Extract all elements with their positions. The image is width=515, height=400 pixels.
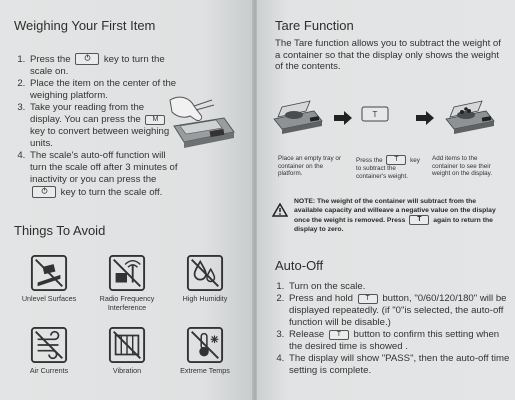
avoid-item-vibration	[88, 326, 166, 376]
auto-off-step-3: 3. Release T button to confirm this setting when the desired time is showed .	[287, 329, 515, 353]
avoid-label: Vibration	[112, 366, 142, 375]
vibration-icon	[108, 326, 146, 364]
auto-off-step-4: 4. The display will show "PASS", then the auto-off time setting is complete.	[287, 353, 515, 377]
humidity-icon	[186, 254, 224, 292]
radio-frequency-icon	[108, 254, 146, 292]
tare-caption-2: Press the T key to subtract the container's weight.	[356, 156, 420, 180]
unlevel-surface-icon	[30, 254, 68, 292]
weighing-step-1: 1. Press the key to turn the scale on.	[28, 53, 178, 78]
power-key-icon	[75, 53, 99, 65]
tare-note: NOTE: The weight of the container will subtract from the available capacity and willeave a negative value on the display once the weight is removed. Press T again to return the display to zero.	[272, 197, 504, 234]
tare-title: Tare Function	[275, 18, 354, 33]
weighing-step-4: 4. The scale's auto-off function will turn the scale off after 3 minutes of inactivity or you can press the key to turn the scale off.	[28, 150, 178, 199]
avoid-label: Air Currents	[29, 366, 69, 375]
avoid-item-air	[10, 326, 88, 376]
tare-key-label: T	[372, 110, 378, 119]
tare-key: T	[409, 215, 429, 225]
tare-description: The Tare function allows you to subtract the weight of a container so that the display only shows the weight of the contents.	[275, 38, 501, 72]
auto-off-step-1: 1. Turn on the scale.	[287, 281, 515, 293]
scale-with-items-icon	[446, 101, 494, 134]
things-to-avoid-title: Things To Avoid	[14, 223, 106, 238]
tare-caption-1: Place an empty tray or container on the platform.	[278, 155, 341, 177]
tare-illustration	[270, 81, 505, 141]
weighing-step-3: 3. Take your reading from the display. You can press the M key to convert between weighing units.	[28, 102, 178, 150]
weighing-steps	[14, 53, 178, 199]
avoid-item-unlevel	[10, 254, 88, 304]
tare-caption-3: Add items to the container to see their weight on the display.	[432, 155, 493, 177]
mode-key: M	[145, 115, 165, 125]
tare-key: T	[329, 330, 349, 340]
auto-off-steps	[273, 281, 515, 377]
scale-hand-illustration	[160, 88, 238, 156]
tare-key: T	[386, 155, 406, 165]
avoid-label: Radio Frequency Interference	[99, 294, 155, 312]
avoid-item-humidity	[166, 254, 244, 304]
temperature-icon	[186, 326, 224, 364]
power-key-icon	[32, 186, 56, 198]
arrow-right-icon	[334, 111, 352, 125]
warning-icon	[272, 203, 288, 217]
avoid-label: Unlevel Surfaces	[21, 294, 77, 303]
tare-key: T	[358, 294, 378, 304]
auto-off-title: Auto-Off	[275, 258, 324, 273]
weighing-title: Weighing Your First Item	[14, 18, 156, 33]
avoid-item-temps	[166, 326, 244, 376]
air-current-icon	[30, 326, 68, 364]
avoid-item-radio	[88, 254, 166, 312]
weighing-step-2: 2. Place the item on the center of the weighing platform.	[28, 78, 178, 102]
auto-off-step-2: 2. Press and hold T button, "0/60/120/180" will be displayed repeatedly. (if "0"is selected, the auto-off function will be disable.)	[287, 293, 515, 329]
arrow-right-icon	[416, 111, 434, 125]
avoid-label: Extreme Temps	[180, 366, 230, 375]
avoid-label: High Humidity	[182, 294, 228, 303]
scale-empty-tray-icon	[274, 101, 322, 134]
